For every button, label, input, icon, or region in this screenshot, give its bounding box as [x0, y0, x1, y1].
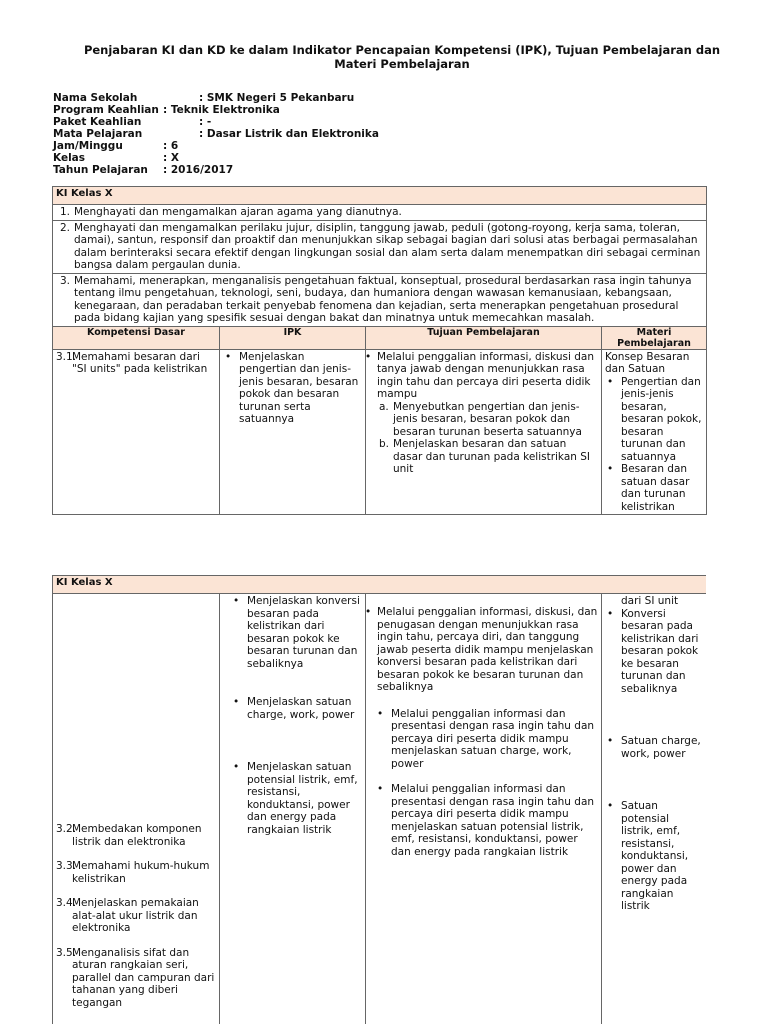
tujuan-cell: • Melalui penggalian informasi, diskusi dan tanya jawab dengan menunjukkan rasa ingin tahu dan percaya diri peserta didik mampu a. Menyebutkan pengertian dan jenis-jenis besaran, besaran pokok dan besaran turunan beserta satuannya b. Menjelaskan besaran dan satuan dasar dan turunan pada kelistrikan SI unit [366, 349, 602, 515]
kd-cell: 3.1. Memahami besaran dari "SI units" pada kelistrikan [53, 349, 220, 515]
competency-table-2-wrapper [52, 575, 706, 1024]
materi-cell: dari SI unit • Konversi besaran pada kelistrikan dari besaran pokok ke besaran turunan dan sebaliknya • Satuan charge, work, power • Satuan potensial listrik, emf, resistansi, konduktansi, power dan energy pada rangkaian listrik [602, 594, 707, 1024]
ki-item: 1. Menghayati dan mengamalkan ajaran agama yang dianutnya. [53, 205, 707, 221]
column-header-tujuan: Tujuan Pembelajaran [366, 326, 602, 349]
column-header-materi: Materi Pembelajaran [602, 326, 707, 349]
ipk-cell: • Menjelaskan pengertian dan jenis-jenis besaran, besaran pokok dan besaran turunan serta satuannya [220, 349, 366, 515]
competency-table-2 [52, 575, 706, 1024]
column-header-kd: Kompetensi Dasar [53, 326, 220, 349]
competency-table-1 [52, 186, 707, 515]
materi-cell: Konsep Besaran dan Satuan • Pengertian dan jenis-jenis besaran, besaran pokok, besaran turunan dan satuannya • Besaran dan satuan dasar dan turunan kelistrikan [602, 349, 707, 515]
column-header-ipk: IPK [220, 326, 366, 349]
page-title: Penjabaran KI dan KD ke dalam Indikator Pencapaian Kompetensi (IPK), Tujuan Pembelajaran dan Materi Pembelajaran [83, 43, 721, 71]
ki-item: 3. Memahami, menerapkan, menganalisis pengetahuan faktual, konseptual, prosedural berdasarkan rasa ingin tahunya tentang ilmu pengetahuan, teknologi, seni, budaya, dan humaniora dengan wawasan kemanusiaan, kebangsaan, kenegaraan, dan peradaban terkait penyebab fenomena dan kejadian, serta menerapkan pengetahuan prosedural pada bidang kajian yang spesifik sesuai dengan bakat dan minatnya untuk memecahkan masalah. [53, 273, 707, 326]
kd-cell: 3.2. Membedakan komponen listrik dan elektronika 3.3. Memahami hukum-hukum kelistrikan 3.4. Menjelaskan pemakaian alat-alat ukur listrik dan elektronika 3.5. Menganalisis sifat dan aturan rangkaian seri, parallel dan campuran dari tahanan yang diberi tegangan [53, 594, 220, 1024]
tujuan-cell: • Melalui penggalian informasi, diskusi, dan penugasan dengan menunjukkan rasa ingin tahu, percaya diri, dan tanggung jawab peserta didik mampu menjelaskan konversi besaran pada kelistrikan dari besaran pokok ke besaran turunan dan sebaliknya • Melalui penggalian informasi dan presentasi dengan rasa ingin tahu dan percaya diri peserta didik mampu menjelaskan satuan charge, work, power • Melalui penggalian informasi dan presentasi dengan rasa ingin tahu dan percaya diri peserta didik mampu menjelaskan satuan potensial listrik, emf, resistansi, konduktansi, power dan energy pada rangkaian listrik [366, 594, 602, 1024]
ki-header: KI Kelas X [53, 187, 707, 205]
ki-item: 2. Menghayati dan mengamalkan perilaku jujur, disiplin, tanggung jawab, peduli (gotong-royong, kerja sama, toleran, damai), santun, responsif dan proaktif dan menunjukkan sikap sebagai bagian dari solusi atas berbagai permasalahan dalam berinteraksi secara efektif dengan lingkungan sosial dan alam serta dalam menempatkan diri sebagai cerminan bangsa dalam pergaulan dunia. [53, 220, 707, 273]
ipk-cell: • Menjelaskan konversi besaran pada kelistrikan dari besaran pokok ke besaran turunan dan sebaliknya • Menjelaskan satuan charge, work, power • Menjelaskan satuan potensial listrik, emf, resistansi, konduktansi, power dan energy pada rangkaian listrik [220, 594, 366, 1024]
ki-header: KI Kelas X [53, 576, 707, 594]
